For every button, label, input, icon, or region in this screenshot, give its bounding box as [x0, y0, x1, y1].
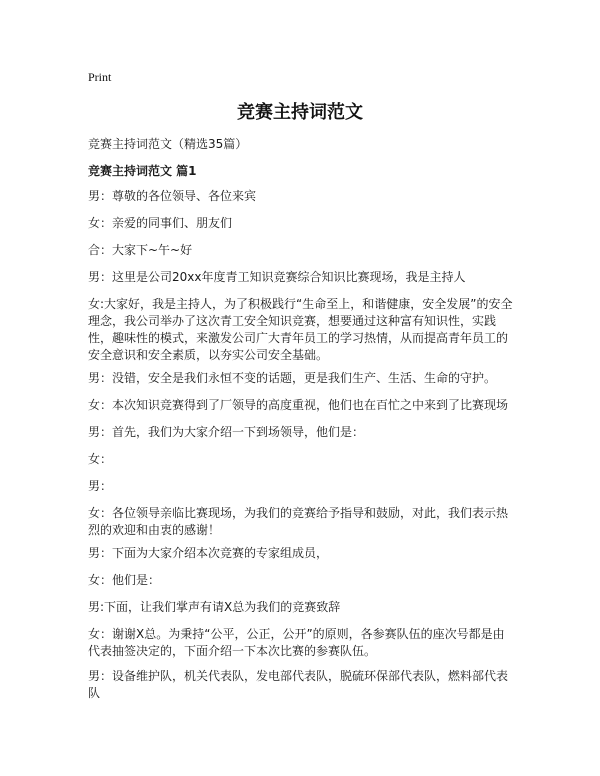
section-heading: 竞赛主持词范文 篇1: [88, 164, 197, 178]
paragraph: 女:大家好，我是主持人，为了积极践行“生命至上，和谐健康，安全发展”的安全理念，我公司举办了这次青工安全知识竞赛，想要通过这种富有知识性，实践性，趣味性的模式，来激发公司广大青年员工的学习热情，从而提高青年员工的安全意识和安全素质，以夯实公司安全基础。: [88, 297, 513, 362]
paragraph: 男：: [88, 479, 113, 493]
paragraph: 男：首先，我们为大家介绍一下到场领导，他们是：: [88, 425, 365, 439]
paragraph: 男:下面，让我们掌声有请X总为我们的竞赛致辞: [88, 600, 341, 614]
paragraph: 女：他们是：: [88, 573, 161, 587]
paragraph: 女：本次知识竞赛得到了厂领导的高度重视，他们也在百忙之中来到了比赛现场: [88, 398, 509, 412]
paragraph: 男：没错，安全是我们永恒不变的话题，更是我们生产、生活、生命的守护。: [88, 371, 497, 385]
paragraph: 女：各位领导亲临比赛现场，为我们的竞赛给予指导和鼓励，对此，我们表示热烈的欢迎和由衷的感谢！: [88, 506, 509, 537]
paragraph: 男：下面为大家介绍本次竞赛的专家组成员，: [88, 546, 329, 560]
paragraph: 合：大家下~午~好: [88, 243, 193, 257]
paragraph: 男：尊敬的各位领导、各位来宾: [88, 189, 257, 203]
paragraph: 女：: [88, 452, 113, 466]
paragraph: 男：设备维护队，机关代表队，发电部代表队，脱硫环保部代表队，燃料部代表队: [88, 669, 509, 700]
paragraph: 女：谢谢X总。为秉持“公平，公正，公开”的原则，各参赛队伍的座次号都是由代表抽签决定的，下面介绍一下本次比赛的参赛队伍。: [88, 627, 505, 658]
paragraph: 女：亲爱的同事们、朋友们: [88, 216, 233, 230]
print-link[interactable]: Print: [88, 70, 112, 84]
document-title: 竞赛主持词范文: [237, 102, 363, 123]
paragraph: 男：这里是公司20xx年度青工知识竞赛综合知识比赛现场，我是主持人: [88, 270, 466, 284]
document-subtitle: 竞赛主持词范文（精选35篇）: [88, 137, 248, 151]
